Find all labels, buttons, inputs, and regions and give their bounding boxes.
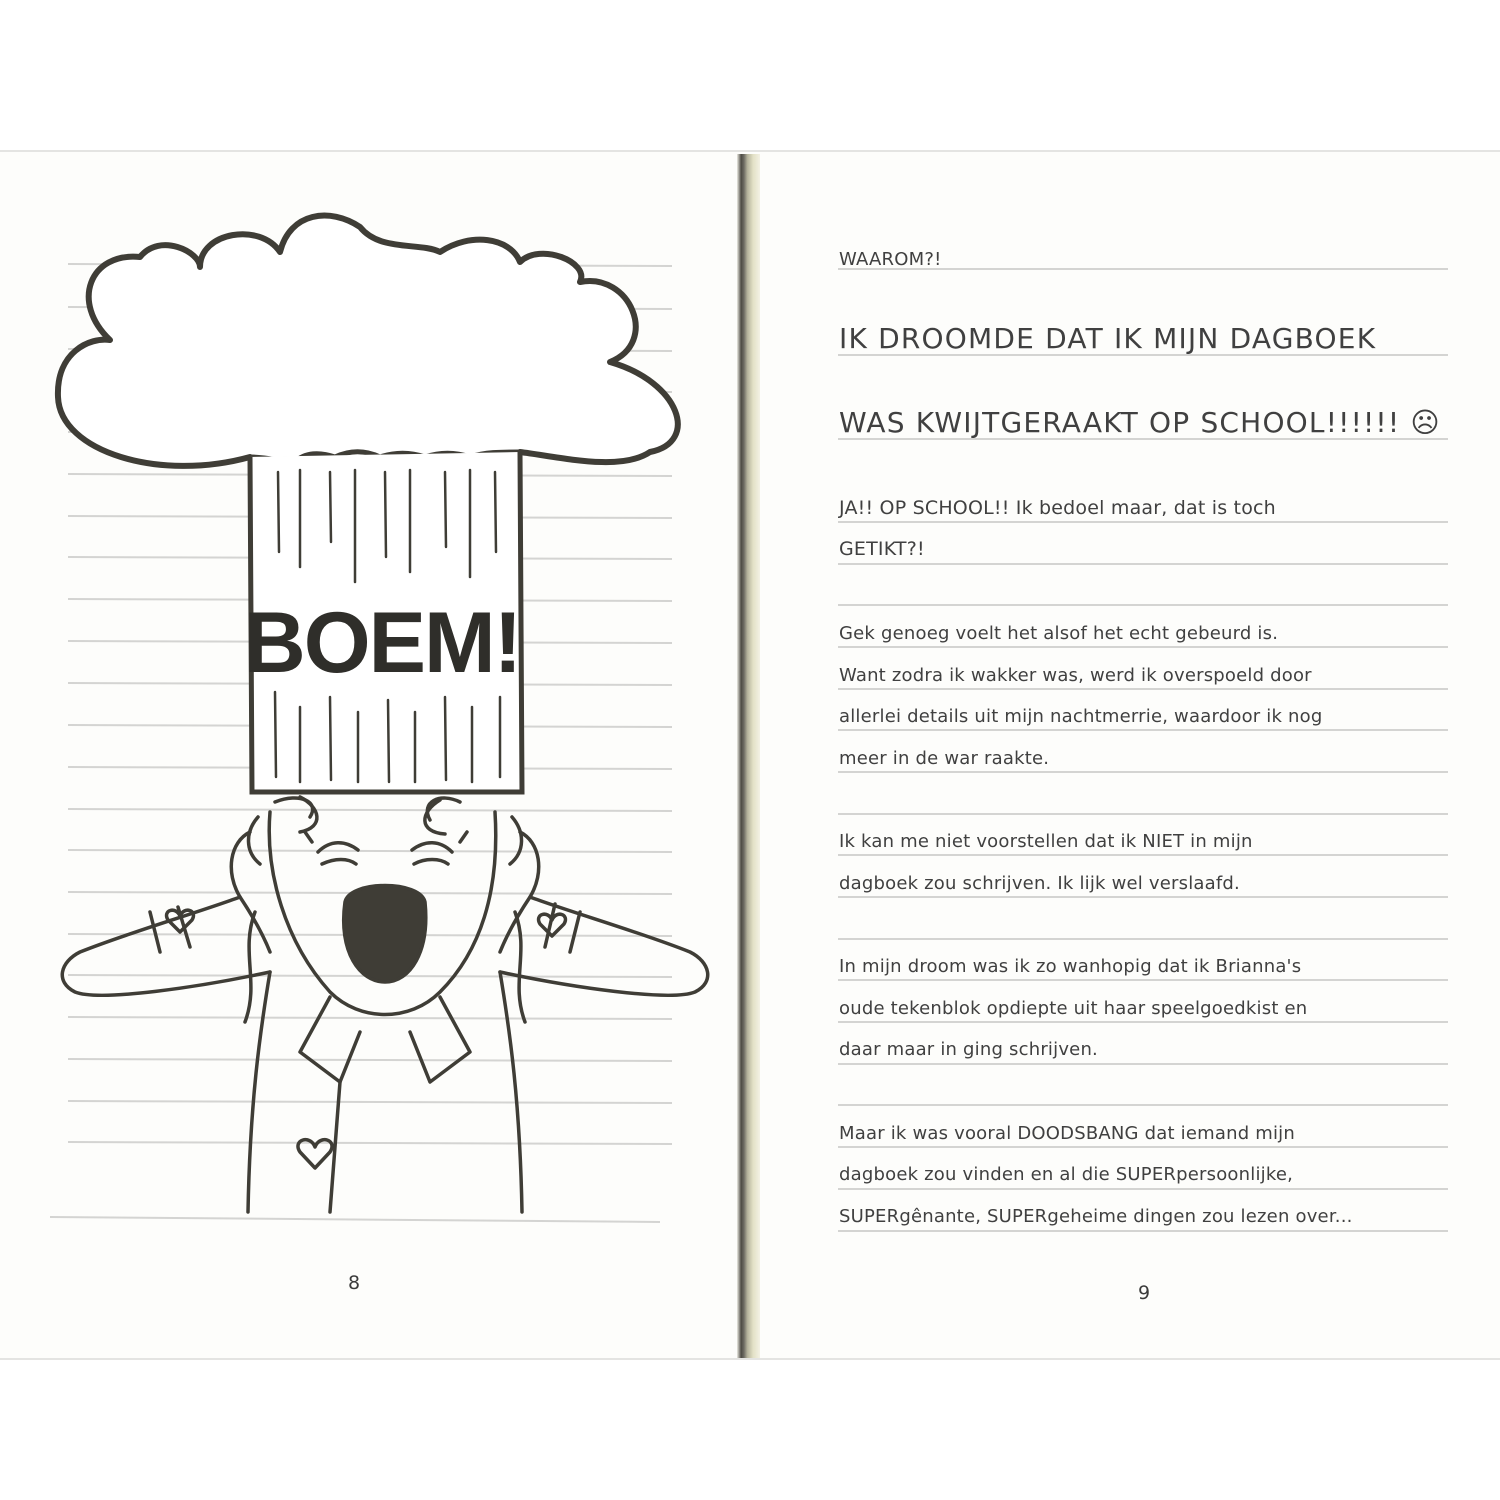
text-line-17: SUPERgênante, SUPERgeheime dingen zou lezen over... — [839, 1206, 1353, 1227]
book-gutter — [737, 154, 760, 1358]
boem-text: BOEM! — [243, 595, 521, 691]
text-line-9: meer in de war raakte. — [839, 748, 1050, 769]
right-page — [760, 152, 1500, 1358]
text-line-6: Gek genoeg voelt het alsof het echt gebeurd is. — [839, 623, 1279, 644]
screaming-girl — [62, 797, 707, 1212]
text-line-10: Ik kan me niet voorstellen dat ik NIET in mijn — [839, 831, 1253, 852]
text-line-2: IK DROOMDE DAT IK MIJN DAGBOEK — [839, 322, 1377, 355]
text-line-8: allerlei details uit mijn nachtmerrie, waardoor ik nog — [839, 706, 1323, 727]
text-line-4: JA!! OP SCHOOL!! Ik bedoel maar, dat is toch — [839, 497, 1276, 519]
page-number-left: 8 — [348, 1272, 361, 1294]
text-line-5: GETIKT?! — [839, 538, 925, 560]
text-line-1: WAAROM?! — [839, 249, 942, 270]
text-line-12: In mijn droom was ik zo wanhopig dat ik Brianna's — [839, 956, 1302, 977]
explosion-cloud — [58, 216, 678, 466]
text-line-11: dagboek zou schrijven. Ik lijk wel verslaafd. — [839, 873, 1240, 894]
left-page — [0, 152, 737, 1358]
exploding-head-illustration — [0, 152, 737, 1358]
text-line-3: WAS KWIJTGERAAKT OP SCHOOL!!!!!! ☹ — [839, 406, 1441, 439]
text-line-7: Want zodra ik wakker was, werd ik overspoeld door — [839, 665, 1312, 686]
text-line-14: daar maar in ging schrijven. — [839, 1039, 1098, 1060]
text-line-15: Maar ik was vooral DOODSBANG dat iemand mijn — [839, 1123, 1295, 1144]
text-line-16: dagboek zou vinden en al die SUPERpersoonlijke, — [839, 1164, 1294, 1185]
text-line-13: oude tekenblok opdiepte uit haar speelgoedkist en — [839, 998, 1308, 1019]
page-number-right: 9 — [1138, 1282, 1151, 1304]
book-spread — [0, 150, 1500, 1360]
